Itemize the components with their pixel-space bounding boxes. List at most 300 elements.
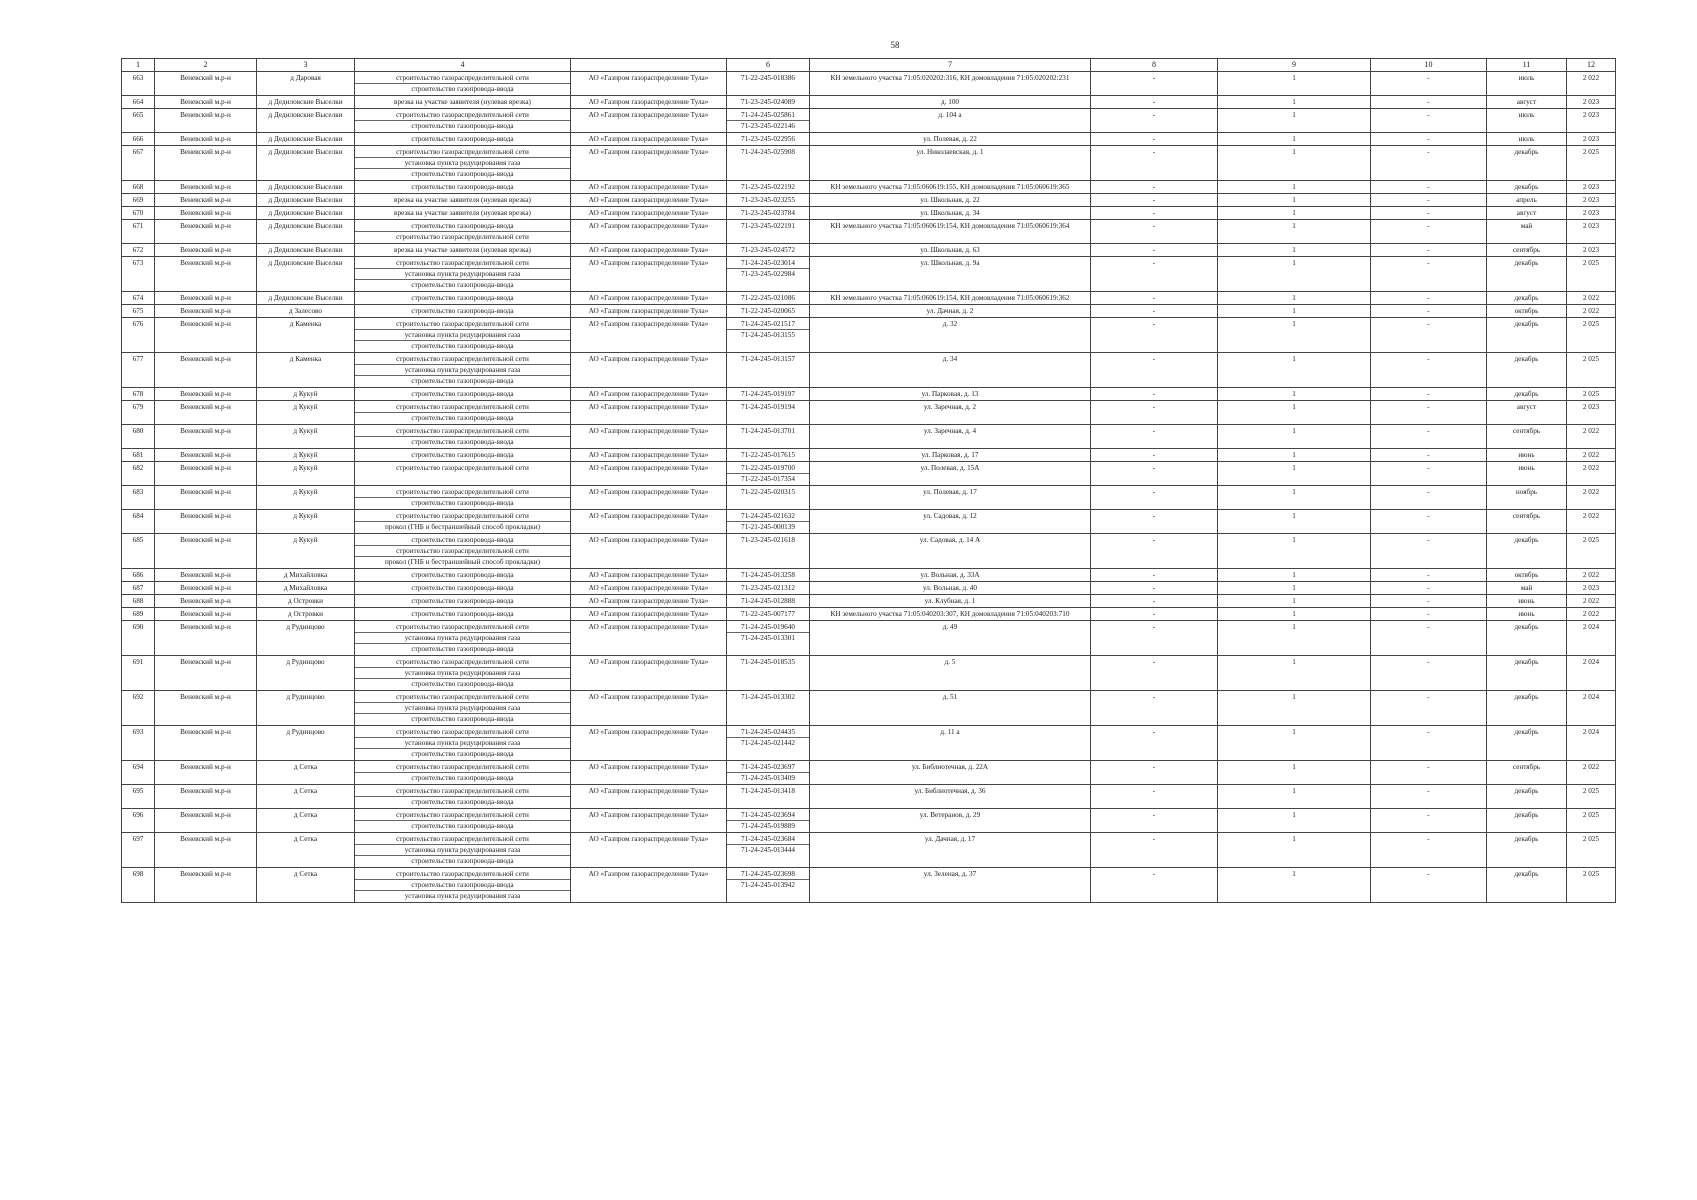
cell-c10: - — [1371, 318, 1487, 353]
cell-year: 2 022 — [1567, 462, 1616, 486]
table-row — [122, 305, 1616, 318]
cell-c10: - — [1371, 425, 1487, 449]
work-item: прокол (ГНБ и бестраншейный способ прокладки) — [355, 556, 570, 567]
cell-c9: 1 — [1218, 868, 1371, 903]
cell-year: 2 022 — [1567, 305, 1616, 318]
cell-district: Веневский м.р-н — [155, 220, 257, 244]
cell-month: декабрь — [1487, 257, 1567, 292]
cell-locality: д Кукуй — [257, 486, 355, 510]
code-item: 71-24-245-021632 — [741, 512, 795, 520]
cell-locality: д Рудинцово — [257, 621, 355, 656]
work-item: установка пункта редуцирования газа — [355, 667, 570, 678]
cell-c9: 1 — [1218, 96, 1371, 109]
work-item: строительство газопровода-ввода — [411, 451, 514, 459]
code-item: 71-22-245-007177 — [741, 610, 795, 618]
cell-codes — [727, 582, 810, 595]
cell-c8: - — [1091, 146, 1218, 181]
cell-month: июнь — [1487, 595, 1567, 608]
code-item: 71-23-245-022984 — [727, 268, 809, 279]
cell-org: АО «Газпром газораспределение Тула» — [571, 318, 727, 353]
cell-n: 677 — [122, 353, 155, 388]
code-item: 71-24-245-021517 — [741, 320, 795, 328]
cell-locality: д Дедиловские Выселки — [257, 146, 355, 181]
cell-addr: д. 51 — [810, 691, 1091, 726]
cell-addr: ул. Садовая, д. 14 А — [810, 534, 1091, 569]
cell-codes — [727, 257, 810, 292]
cell-addr: КН земельного участка 71:05:060619:154, КН домовладения 71:05:060619:362 — [810, 292, 1091, 305]
cell-district: Веневский м.р-н — [155, 486, 257, 510]
work-item: строительство газораспределительной сети — [396, 658, 529, 666]
cell-c10: - — [1371, 181, 1487, 194]
cell-addr: КН земельного участка 71:05:040203:307, КН домовладения 71:05:040203:710 — [810, 608, 1091, 621]
cell-locality: д Дедиловские Выселки — [257, 194, 355, 207]
cell-addr: д. 34 — [810, 353, 1091, 388]
cell-locality: д Дедиловские Выселки — [257, 96, 355, 109]
work-item: строительство газораспределительной сети — [396, 728, 529, 736]
cell-month: декабрь — [1487, 353, 1567, 388]
cell-addr: ул. Вольная, д. 33А — [810, 569, 1091, 582]
cell-district: Веневский м.р-н — [155, 388, 257, 401]
code-item: 71-22-245-020065 — [741, 307, 795, 315]
cell-locality: д Кукуй — [257, 534, 355, 569]
code-item: 71-24-245-019194 — [741, 403, 795, 411]
cell-n: 690 — [122, 621, 155, 656]
cell-codes — [727, 353, 810, 388]
cell-locality: д Кукуй — [257, 425, 355, 449]
cell-addr: ул. Дачная, д. 2 — [810, 305, 1091, 318]
cell-year: 2 023 — [1567, 207, 1616, 220]
cell-locality: д Сетка — [257, 761, 355, 785]
cell-addr: ул. Школьная, д. 63 — [810, 244, 1091, 257]
table-row — [122, 486, 1616, 510]
table-row — [122, 608, 1616, 621]
work-item: строительство газораспределительной сети — [396, 623, 529, 631]
cell-codes — [727, 569, 810, 582]
cell-codes — [727, 868, 810, 903]
cell-c8: - — [1091, 244, 1218, 257]
table-row — [122, 761, 1616, 785]
cell-org: АО «Газпром газораспределение Тула» — [571, 292, 727, 305]
cell-c8: - — [1091, 809, 1218, 833]
cell-locality: д Островки — [257, 595, 355, 608]
cell-c10: - — [1371, 510, 1487, 534]
cell-c8: - — [1091, 109, 1218, 133]
table-row — [122, 621, 1616, 656]
cell-org: АО «Газпром газораспределение Тула» — [571, 868, 727, 903]
cell-locality: д Дедиловские Выселки — [257, 181, 355, 194]
cell-n: 683 — [122, 486, 155, 510]
cell-year: 2 023 — [1567, 220, 1616, 244]
cell-year: 2 025 — [1567, 833, 1616, 868]
cell-n: 674 — [122, 292, 155, 305]
cell-locality: д Рудинцово — [257, 726, 355, 761]
cell-month: август — [1487, 96, 1567, 109]
code-item: 71-24-245-013302 — [741, 693, 795, 701]
cell-org: АО «Газпром газораспределение Тула» — [571, 656, 727, 691]
cell-addr: КН земельного участка 71:05:060619:154, КН домовладения 71:05:060619:364 — [810, 220, 1091, 244]
cell-c10: - — [1371, 72, 1487, 96]
code-item: 71-21-245-000139 — [727, 521, 809, 532]
header-cell — [571, 59, 727, 72]
table-row — [122, 194, 1616, 207]
cell-locality: д Дедиловские Выселки — [257, 133, 355, 146]
cell-n: 687 — [122, 582, 155, 595]
code-item: 71-23-245-022956 — [741, 135, 795, 143]
code-item: 71-24-245-013444 — [727, 844, 809, 855]
work-item: строительство газопровода-ввода — [411, 183, 514, 191]
cell-org: АО «Газпром газораспределение Тула» — [571, 595, 727, 608]
cell-org: АО «Газпром газораспределение Тула» — [571, 146, 727, 181]
work-item: строительство газораспределительной сети — [396, 148, 529, 156]
cell-month: сентябрь — [1487, 761, 1567, 785]
code-item: 71-23-245-021618 — [741, 536, 795, 544]
cell-n: 688 — [122, 595, 155, 608]
table-row — [122, 72, 1616, 96]
work-item: установка пункта редуцирования газа — [355, 632, 570, 643]
cell-n: 670 — [122, 207, 155, 220]
cell-addr: ул. Парковая, д. 13 — [810, 388, 1091, 401]
cell-c10: - — [1371, 401, 1487, 425]
cell-works — [355, 244, 571, 257]
cell-org: АО «Газпром газораспределение Тула» — [571, 72, 727, 96]
cell-org: АО «Газпром газораспределение Тула» — [571, 569, 727, 582]
cell-n: 697 — [122, 833, 155, 868]
cell-org: АО «Газпром газораспределение Тула» — [571, 809, 727, 833]
table-row — [122, 462, 1616, 486]
cell-month: май — [1487, 582, 1567, 595]
header-cell: 1 — [122, 59, 155, 72]
header-cell: 10 — [1371, 59, 1487, 72]
cell-month: август — [1487, 401, 1567, 425]
work-item: врезка на участке заявителя (нулевая врезка) — [394, 209, 531, 217]
work-item: строительство газораспределительной сети — [396, 835, 529, 843]
cell-c10: - — [1371, 292, 1487, 305]
cell-c10: - — [1371, 194, 1487, 207]
cell-c8: - — [1091, 425, 1218, 449]
cell-addr: ул. Дачная, д. 17 — [810, 833, 1091, 868]
cell-works — [355, 133, 571, 146]
cell-org: АО «Газпром газораспределение Тула» — [571, 133, 727, 146]
cell-year: 2 024 — [1567, 691, 1616, 726]
cell-c8: - — [1091, 72, 1218, 96]
cell-codes — [727, 318, 810, 353]
cell-year: 2 025 — [1567, 353, 1616, 388]
cell-n: 679 — [122, 401, 155, 425]
cell-month: июнь — [1487, 608, 1567, 621]
work-item: установка пункта редуцирования газа — [355, 364, 570, 375]
cell-codes — [727, 220, 810, 244]
work-item: строительство газораспределительной сети — [355, 545, 570, 556]
cell-c9: 1 — [1218, 621, 1371, 656]
cell-addr: д. 11 а — [810, 726, 1091, 761]
cell-year: 2 022 — [1567, 72, 1616, 96]
cell-c9: 1 — [1218, 353, 1371, 388]
cell-year: 2 023 — [1567, 96, 1616, 109]
cell-n: 685 — [122, 534, 155, 569]
cell-addr: ул. Школьная, д. 34 — [810, 207, 1091, 220]
cell-c10: - — [1371, 761, 1487, 785]
cell-c8: - — [1091, 595, 1218, 608]
cell-year: 2 022 — [1567, 595, 1616, 608]
cell-year: 2 025 — [1567, 257, 1616, 292]
cell-codes — [727, 181, 810, 194]
code-item: 71-24-245-012888 — [741, 597, 795, 605]
cell-addr: ул. Парковая, д. 17 — [810, 449, 1091, 462]
cell-year: 2 022 — [1567, 761, 1616, 785]
cell-org: АО «Газпром газораспределение Тула» — [571, 109, 727, 133]
work-item: строительство газопровода-ввода — [355, 748, 570, 759]
cell-addr: ул. Полевая, д. 15А — [810, 462, 1091, 486]
cell-c8: - — [1091, 582, 1218, 595]
work-item: строительство газораспределительной сети — [396, 870, 529, 878]
cell-c10: - — [1371, 353, 1487, 388]
cell-addr: ул. Библиотечная, д. 22А — [810, 761, 1091, 785]
cell-c10: - — [1371, 133, 1487, 146]
table-row — [122, 833, 1616, 868]
table-row — [122, 133, 1616, 146]
cell-locality: д Сетка — [257, 785, 355, 809]
header-cell: 8 — [1091, 59, 1218, 72]
cell-org: АО «Газпром газораспределение Тула» — [571, 194, 727, 207]
cell-c9: 1 — [1218, 608, 1371, 621]
cell-month: декабрь — [1487, 318, 1567, 353]
cell-locality: д Михайловка — [257, 582, 355, 595]
code-item: 71-24-245-013409 — [727, 772, 809, 783]
cell-works — [355, 761, 571, 785]
work-item: строительство газопровода-ввода — [355, 643, 570, 654]
cell-addr: ул. Зеленая, д. 37 — [810, 868, 1091, 903]
cell-codes — [727, 133, 810, 146]
table-row — [122, 656, 1616, 691]
cell-codes — [727, 244, 810, 257]
cell-c10: - — [1371, 608, 1487, 621]
cell-codes — [727, 305, 810, 318]
cell-c10: - — [1371, 486, 1487, 510]
cell-locality: д Дедиловские Выселки — [257, 292, 355, 305]
cell-month: сентябрь — [1487, 510, 1567, 534]
cell-c9: 1 — [1218, 691, 1371, 726]
cell-works — [355, 292, 571, 305]
cell-n: 694 — [122, 761, 155, 785]
cell-works — [355, 388, 571, 401]
cell-addr: ул. Николаевская, д. 1 — [810, 146, 1091, 181]
cell-district: Веневский м.р-н — [155, 595, 257, 608]
cell-codes — [727, 833, 810, 868]
cell-addr: д. 5 — [810, 656, 1091, 691]
cell-locality: д Дедиловские Выселки — [257, 207, 355, 220]
cell-c8: - — [1091, 207, 1218, 220]
cell-c8: - — [1091, 96, 1218, 109]
code-item: 71-24-245-023698 — [741, 870, 795, 878]
code-item: 71-24-245-013701 — [741, 427, 795, 435]
cell-district: Веневский м.р-н — [155, 401, 257, 425]
work-item: строительство газопровода-ввода — [355, 375, 570, 386]
cell-district: Веневский м.р-н — [155, 181, 257, 194]
table-row — [122, 449, 1616, 462]
cell-year: 2 024 — [1567, 621, 1616, 656]
cell-c8: - — [1091, 833, 1218, 868]
table-row — [122, 96, 1616, 109]
cell-c9: 1 — [1218, 656, 1371, 691]
cell-c9: 1 — [1218, 244, 1371, 257]
cell-locality: д Кукуй — [257, 401, 355, 425]
cell-org: АО «Газпром газораспределение Тула» — [571, 833, 727, 868]
cell-district: Веневский м.р-н — [155, 569, 257, 582]
cell-c9: 1 — [1218, 401, 1371, 425]
cell-year: 2 022 — [1567, 569, 1616, 582]
code-item: 71-23-245-023255 — [741, 196, 795, 204]
code-item: 71-23-245-022146 — [727, 120, 809, 131]
cell-codes — [727, 595, 810, 608]
cell-year: 2 025 — [1567, 318, 1616, 353]
cell-month: декабрь — [1487, 656, 1567, 691]
cell-n: 693 — [122, 726, 155, 761]
cell-month: декабрь — [1487, 833, 1567, 868]
cell-c10: - — [1371, 656, 1487, 691]
cell-org: АО «Газпром газораспределение Тула» — [571, 305, 727, 318]
table-row — [122, 388, 1616, 401]
cell-district: Веневский м.р-н — [155, 257, 257, 292]
cell-month: октябрь — [1487, 305, 1567, 318]
cell-c9: 1 — [1218, 510, 1371, 534]
cell-c9: 1 — [1218, 257, 1371, 292]
cell-c10: - — [1371, 257, 1487, 292]
cell-org: АО «Газпром газораспределение Тула» — [571, 534, 727, 569]
cell-works — [355, 146, 571, 181]
cell-c9: 1 — [1218, 582, 1371, 595]
header-cell: 11 — [1487, 59, 1567, 72]
table-row — [122, 691, 1616, 726]
cell-month: декабрь — [1487, 534, 1567, 569]
cell-district: Веневский м.р-н — [155, 510, 257, 534]
cell-c10: - — [1371, 534, 1487, 569]
cell-works — [355, 569, 571, 582]
cell-n: 686 — [122, 569, 155, 582]
cell-c8: - — [1091, 691, 1218, 726]
table-row — [122, 353, 1616, 388]
cell-org: АО «Газпром газораспределение Тула» — [571, 726, 727, 761]
work-item: строительство газопровода-ввода — [411, 294, 514, 302]
header-cell: 3 — [257, 59, 355, 72]
cell-c10: - — [1371, 595, 1487, 608]
cell-district: Веневский м.р-н — [155, 353, 257, 388]
table-row — [122, 726, 1616, 761]
cell-works — [355, 785, 571, 809]
work-item: установка пункта редуцирования газа — [355, 737, 570, 748]
cell-locality: д Каменка — [257, 318, 355, 353]
cell-c8: - — [1091, 194, 1218, 207]
cell-works — [355, 353, 571, 388]
work-item: строительство газопровода-ввода — [355, 168, 570, 179]
cell-addr: ул. Клубная, д. 1 — [810, 595, 1091, 608]
code-item: 71-24-245-021442 — [727, 737, 809, 748]
cell-works — [355, 401, 571, 425]
cell-c8: - — [1091, 761, 1218, 785]
cell-org: АО «Газпром газораспределение Тула» — [571, 181, 727, 194]
header-cell: 4 — [355, 59, 571, 72]
work-item: строительство газопровода-ввода — [355, 340, 570, 351]
cell-c10: - — [1371, 785, 1487, 809]
cell-c10: - — [1371, 868, 1487, 903]
cell-works — [355, 486, 571, 510]
cell-org: АО «Газпром газораспределение Тула» — [571, 785, 727, 809]
cell-codes — [727, 761, 810, 785]
table-row — [122, 220, 1616, 244]
cell-org: АО «Газпром газораспределение Тула» — [571, 96, 727, 109]
cell-c8: - — [1091, 534, 1218, 569]
cell-org: АО «Газпром газораспределение Тула» — [571, 353, 727, 388]
cell-addr: ул. Заречная, д. 2 — [810, 401, 1091, 425]
cell-locality: д Кукуй — [257, 462, 355, 486]
cell-district: Веневский м.р-н — [155, 109, 257, 133]
cell-codes — [727, 486, 810, 510]
cell-month: октябрь — [1487, 569, 1567, 582]
cell-month: июль — [1487, 72, 1567, 96]
cell-c8: - — [1091, 656, 1218, 691]
cell-locality: д Кукуй — [257, 388, 355, 401]
cell-works — [355, 318, 571, 353]
cell-c10: - — [1371, 726, 1487, 761]
cell-works — [355, 608, 571, 621]
cell-n: 682 — [122, 462, 155, 486]
code-item: 71-23-245-022192 — [741, 183, 795, 191]
code-item: 71-24-245-023014 — [741, 259, 795, 267]
work-item: строительство газораспределительной сети — [396, 693, 529, 701]
cell-month: декабрь — [1487, 181, 1567, 194]
cell-year: 2 025 — [1567, 146, 1616, 181]
code-item: 71-23-245-021312 — [741, 584, 795, 592]
cell-codes — [727, 388, 810, 401]
cell-district: Веневский м.р-н — [155, 194, 257, 207]
cell-c10: - — [1371, 207, 1487, 220]
cell-works — [355, 96, 571, 109]
code-item: 71-22-245-018386 — [741, 74, 795, 82]
cell-c9: 1 — [1218, 109, 1371, 133]
work-item: строительство газопровода-ввода — [355, 796, 570, 807]
cell-month: декабрь — [1487, 691, 1567, 726]
cell-n: 669 — [122, 194, 155, 207]
code-item: 71-23-245-022191 — [741, 222, 795, 230]
work-item: врезка на участке заявителя (нулевая врезка) — [394, 196, 531, 204]
cell-year: 2 023 — [1567, 133, 1616, 146]
cell-c10: - — [1371, 305, 1487, 318]
work-item: строительство газопровода-ввода — [355, 83, 570, 94]
work-item: строительство газораспределительной сети — [396, 427, 529, 435]
header-cell: 6 — [727, 59, 810, 72]
cell-locality: д Сетка — [257, 868, 355, 903]
cell-locality: д Даровая — [257, 72, 355, 96]
cell-district: Веневский м.р-н — [155, 133, 257, 146]
cell-addr: д. 104 а — [810, 109, 1091, 133]
cell-locality: д Дедиловские Выселки — [257, 257, 355, 292]
cell-codes — [727, 534, 810, 569]
cell-c8: - — [1091, 785, 1218, 809]
cell-district: Веневский м.р-н — [155, 621, 257, 656]
code-item: 71-24-245-013418 — [741, 787, 795, 795]
cell-org: АО «Газпром газораспределение Тула» — [571, 582, 727, 595]
cell-c8: - — [1091, 486, 1218, 510]
cell-org: АО «Газпром газораспределение Тула» — [571, 257, 727, 292]
work-item: строительство газораспределительной сети — [396, 811, 529, 819]
cell-addr: д. 100 — [810, 96, 1091, 109]
cell-district: Веневский м.р-н — [155, 305, 257, 318]
cell-works — [355, 726, 571, 761]
cell-month: июнь — [1487, 449, 1567, 462]
work-item: установка пункта редуцирования газа — [355, 157, 570, 168]
cell-c10: - — [1371, 220, 1487, 244]
cell-codes — [727, 207, 810, 220]
work-item: строительство газопровода-ввода — [355, 436, 570, 447]
